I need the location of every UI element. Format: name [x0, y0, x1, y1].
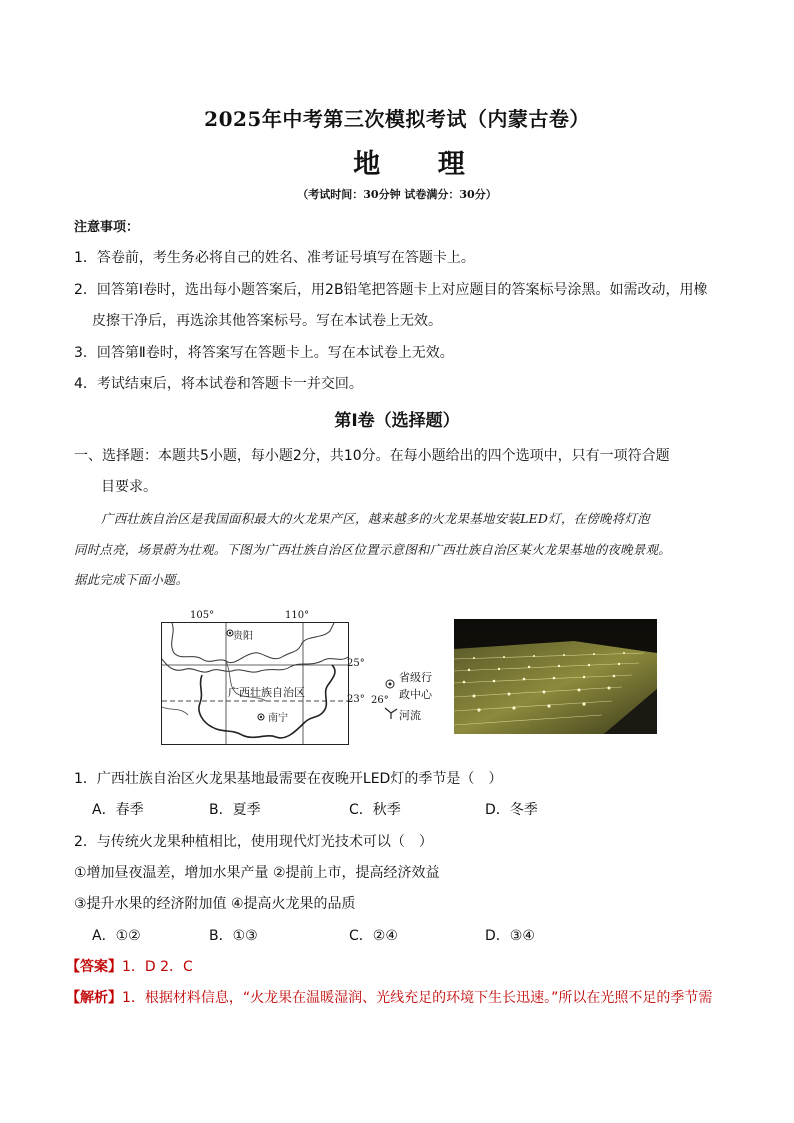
latitude-label-23: 23° [347, 694, 365, 705]
analysis-block [66, 987, 712, 1007]
question-2-choices-2: ③提升水果的经济附加值 ④提高火龙果的品质 [74, 896, 356, 912]
city-label-guiyang: 贵阳 [233, 631, 253, 642]
question-1-option-b: B．夏季 [209, 802, 261, 818]
latitude-label-26: 26° [371, 695, 389, 706]
question-2-option-d: D．③④ [485, 928, 535, 944]
notice-item-4: 4．考试结束后，将本试卷和答题卡一并交回。 [74, 376, 363, 392]
material-line-1: 广西壮族自治区是我国面积最大的火龙果产区，越来越多的火龙果基地安装LED灯，在傍晚将灯泡 [101, 511, 650, 526]
question-2-option-b: B．①③ [209, 928, 258, 944]
notice-heading: 注意事项： [74, 220, 140, 235]
subject-title: 地 理 [353, 149, 489, 180]
part1-instructions: 一、选择题：本题共5小题，每小题2分，共10分。在每小题给出的四个选项中，只有一项符合题 [74, 448, 670, 464]
river-legend-icon [383, 706, 399, 720]
question-2-choices-1: ①增加昼夜温差，增加水果产量 ②提前上市，提高经济效益 [74, 865, 440, 881]
exam-time-info: （考试时间：30分钟 试卷满分：30分） [297, 188, 497, 201]
notice-item-2-cont: 皮擦干净后，再选涂其他答案标号。写在本试卷上无效。 [92, 313, 442, 329]
question-1-option-c: C．秋季 [349, 802, 401, 818]
material-line-2: 同时点亮，场景蔚为壮观。下图为广西壮族自治区位置示意图和广西壮族自治区某火龙果基地的夜晚景观。 [74, 542, 671, 557]
question-2-option-c: C．②④ [349, 928, 398, 944]
question-1-stem: 1．广西壮族自治区火龙果基地最需要在夜晚开LED灯的季节是（ ） [74, 771, 503, 787]
night-orchard-drawing [454, 619, 657, 734]
answer-block [66, 956, 193, 976]
section-title: 第Ⅰ卷（选择题） [334, 411, 460, 431]
longitude-label-105: 105° [190, 610, 215, 621]
exam-title: 2025年中考第三次模拟考试（内蒙古卷） [204, 107, 590, 131]
longitude-label-110: 110° [285, 610, 310, 621]
answer-text: 1．D 2．C [122, 959, 193, 975]
legend-river-label: 河流 [399, 709, 421, 722]
notice-item-3: 3．回答第Ⅱ卷时，将答案写在答题卡上。写在本试卷上无效。 [74, 345, 454, 361]
answer-tag: 【答案】 [66, 959, 122, 975]
capital-legend-icon [383, 677, 397, 691]
question-2-stem: 2．与传统火龙果种植相比，使用现代灯光技术可以（ ） [74, 834, 433, 850]
legend-capital-label-2: 政中心 [399, 688, 432, 701]
legend-capital-label-1: 省级行 [399, 671, 432, 684]
notice-item-2: 2．回答第Ⅰ卷时，选出每小题答案后，用2B铅笔把答题卡上对应题目的答案标号涂黑。如需改动，用橡 [74, 282, 708, 298]
latitude-label-25: 25° [347, 658, 365, 669]
analysis-text: 1．根据材料信息，“火龙果在温暖湿润、光线充足的环境下生长迅速。”所以在光照不足的季节需 [122, 990, 713, 1006]
question-1-option-d: D．冬季 [485, 802, 538, 818]
material-line-3: 据此完成下面小题。 [74, 572, 189, 587]
region-label: 广西壮族自治区 [228, 686, 305, 699]
question-2-option-a: A．①② [92, 928, 141, 944]
night-orchard-photo [454, 619, 657, 734]
part1-instructions-cont: 目要求。 [101, 479, 157, 495]
analysis-tag: 【解析】 [66, 990, 122, 1006]
city-label-nanning: 南宁 [268, 713, 288, 724]
notice-item-1: 1．答卷前，考生务必将自己的姓名、准考证号填写在答题卡上。 [74, 250, 475, 266]
question-1-option-a: A．春季 [92, 802, 144, 818]
